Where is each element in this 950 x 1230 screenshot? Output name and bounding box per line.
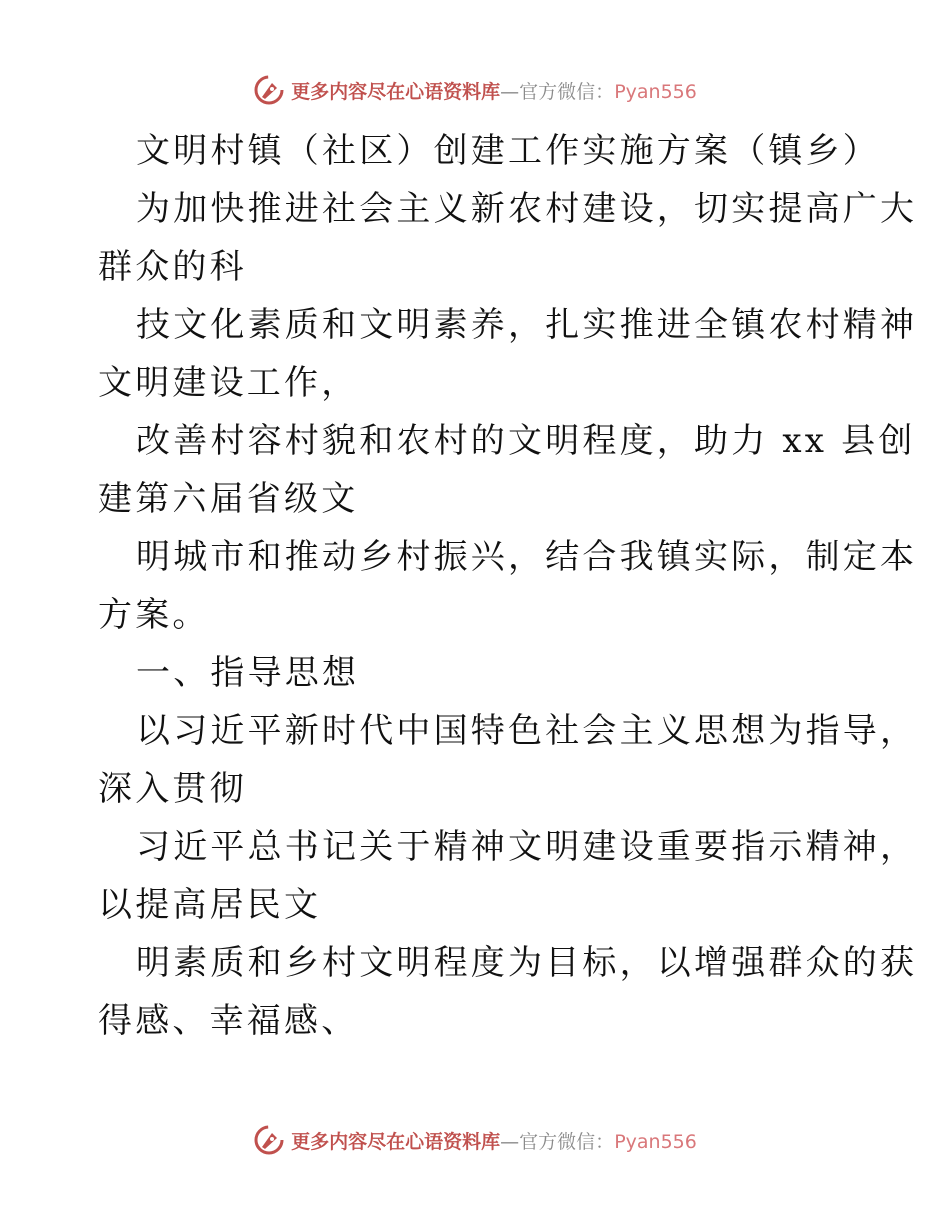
document-line: 建第六届省级文 (98, 479, 359, 519)
document-line: 以习近平新时代中国特色社会主义思想为指导， (136, 711, 918, 751)
header-watermark (0, 70, 950, 110)
document-line: 以提高居民文 (98, 885, 322, 925)
document-line: 方案。 (98, 595, 210, 635)
document-line: 改善村容村貌和农村的文明程度，助力 xx 县创 (136, 421, 916, 461)
watermark-group (253, 1124, 697, 1156)
document-line: 技文化素质和文明素养，扎实推进全镇农村精神 (136, 305, 918, 345)
pen-nib-logo-icon (253, 74, 285, 106)
document-line: 一、指导思想 (136, 653, 360, 693)
document-line: 习近平总书记关于精神文明建设重要指示精神， (136, 827, 918, 867)
watermark-id: Pyan556 (614, 1130, 697, 1153)
footer-watermark (0, 1120, 950, 1160)
document-body (98, 122, 918, 1050)
document-line: 文明村镇（社区）创建工作实施方案（镇乡） (136, 131, 880, 171)
watermark-group (253, 74, 697, 106)
watermark-main: 更多内容尽在心语资料库 (291, 1130, 501, 1153)
watermark-main: 更多内容尽在心语资料库 (291, 80, 501, 103)
document-line: 得感、幸福感、 (98, 1001, 359, 1041)
pen-nib-logo-icon (253, 1124, 285, 1156)
document-line: 深入贯彻 (98, 769, 247, 809)
document-line: 为加快推进社会主义新农村建设，切实提高广大 (136, 189, 918, 229)
watermark-label: 官方微信： (519, 80, 615, 103)
watermark-dash: — (500, 1130, 520, 1153)
document-line: 明素质和乡村文明程度为目标，以增强群众的获 (136, 943, 918, 983)
watermark-label: 官方微信： (519, 1130, 615, 1153)
document-line: 群众的科 (98, 247, 247, 287)
document-line: 文明建设工作， (98, 363, 359, 403)
watermark-text (291, 77, 697, 104)
document-line: 明城市和推动乡村振兴，结合我镇实际，制定本 (136, 537, 918, 577)
watermark-dash: — (500, 80, 520, 103)
watermark-id: Pyan556 (614, 80, 697, 103)
watermark-text (291, 1127, 697, 1154)
